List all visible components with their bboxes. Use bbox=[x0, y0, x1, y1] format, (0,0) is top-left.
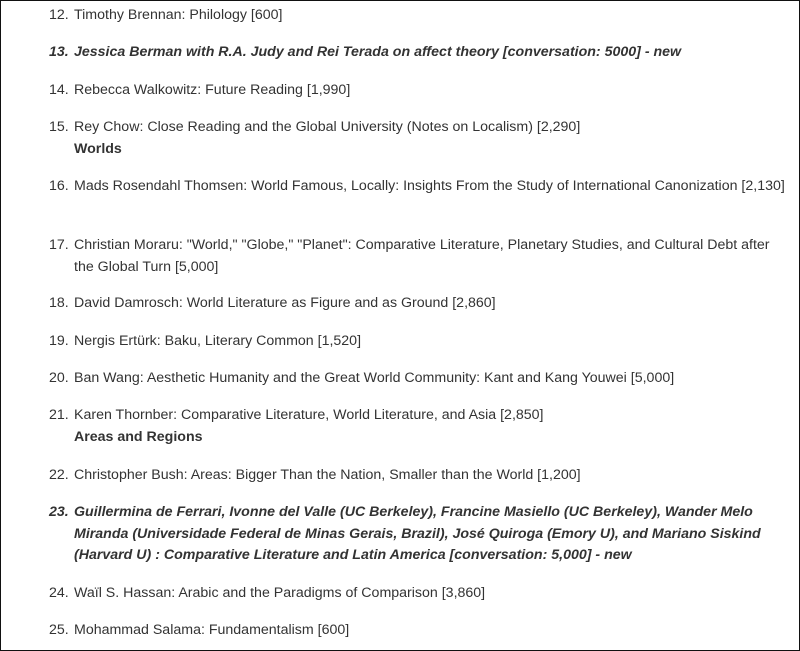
item-text: Guillermina de Ferrari, Ivonne del Valle (UC Berkeley), Francine Masiello (UC Berkeley), Wander Melo Miranda (Universidade Federal de Minas Gerais, Brazil), José Quiroga (Emory U), and Mariano Siskind (Harvard U) : Comparative Literature and Latin America [conversation: 5,000] - new bbox=[74, 504, 761, 563]
item-text: Christian Moraru: "World," "Globe," "Planet": Comparative Literature, Planetary Studies, and Cultural Debt after the Global Turn [5,000] bbox=[74, 237, 770, 275]
item-number: 13. bbox=[49, 44, 69, 60]
list-item bbox=[49, 176, 789, 198]
list-item bbox=[49, 583, 789, 605]
section-heading-areas: Areas and Regions bbox=[74, 428, 203, 445]
list-item bbox=[49, 80, 789, 102]
item-text: Karen Thornber: Comparative Literature, World Literature, and Asia [2,850] bbox=[74, 407, 544, 423]
list-item-featured bbox=[49, 502, 789, 567]
list-item bbox=[49, 368, 789, 390]
list-item bbox=[49, 465, 789, 487]
item-number: 15. bbox=[49, 119, 69, 135]
item-number: 22. bbox=[49, 467, 69, 483]
list-item bbox=[49, 405, 789, 448]
item-number: 12. bbox=[49, 7, 69, 23]
item-text: Timothy Brennan: Philology [600] bbox=[74, 7, 283, 23]
item-text: Rebecca Walkowitz: Future Reading [1,990] bbox=[74, 82, 351, 98]
item-text: David Damrosch: World Literature as Figure and as Ground [2,860] bbox=[74, 295, 496, 311]
list-item bbox=[49, 117, 789, 160]
list-item bbox=[49, 620, 789, 642]
section-heading-worlds: Worlds bbox=[74, 140, 122, 157]
item-number: 17. bbox=[49, 237, 69, 253]
list-item bbox=[49, 235, 789, 278]
item-text: Nergis Ertürk: Baku, Literary Common [1,520] bbox=[74, 333, 362, 349]
item-number: 18. bbox=[49, 295, 69, 311]
item-text: Mads Rosendahl Thomsen: World Famous, Locally: Insights From the Study of International Canonization [2,130] bbox=[74, 178, 785, 194]
item-number: 25. bbox=[49, 622, 69, 638]
item-number: 23. bbox=[49, 504, 69, 520]
item-number: 19. bbox=[49, 333, 69, 349]
item-text: Mohammad Salama: Fundamentalism [600] bbox=[74, 622, 350, 638]
item-number: 21. bbox=[49, 407, 69, 423]
list-item-featured bbox=[49, 42, 789, 64]
item-text: Waïl S. Hassan: Arabic and the Paradigms of Comparison [3,860] bbox=[74, 585, 486, 601]
list-item bbox=[49, 5, 789, 27]
list-item bbox=[49, 331, 789, 353]
item-text: Rey Chow: Close Reading and the Global University (Notes on Localism) [2,290] bbox=[74, 119, 581, 135]
item-number: 20. bbox=[49, 370, 69, 386]
item-number: 14. bbox=[49, 82, 69, 98]
item-number: 24. bbox=[49, 585, 69, 601]
item-text: Christopher Bush: Areas: Bigger Than the Nation, Smaller than the World [1,200] bbox=[74, 467, 581, 483]
item-text: Jessica Berman with R.A. Judy and Rei Terada on affect theory [conversation: 5000] - new bbox=[74, 44, 682, 60]
list-item bbox=[49, 293, 789, 315]
item-text: Ban Wang: Aesthetic Humanity and the Great World Community: Kant and Kang Youwei [5,000] bbox=[74, 370, 675, 386]
item-number: 16. bbox=[49, 178, 69, 194]
